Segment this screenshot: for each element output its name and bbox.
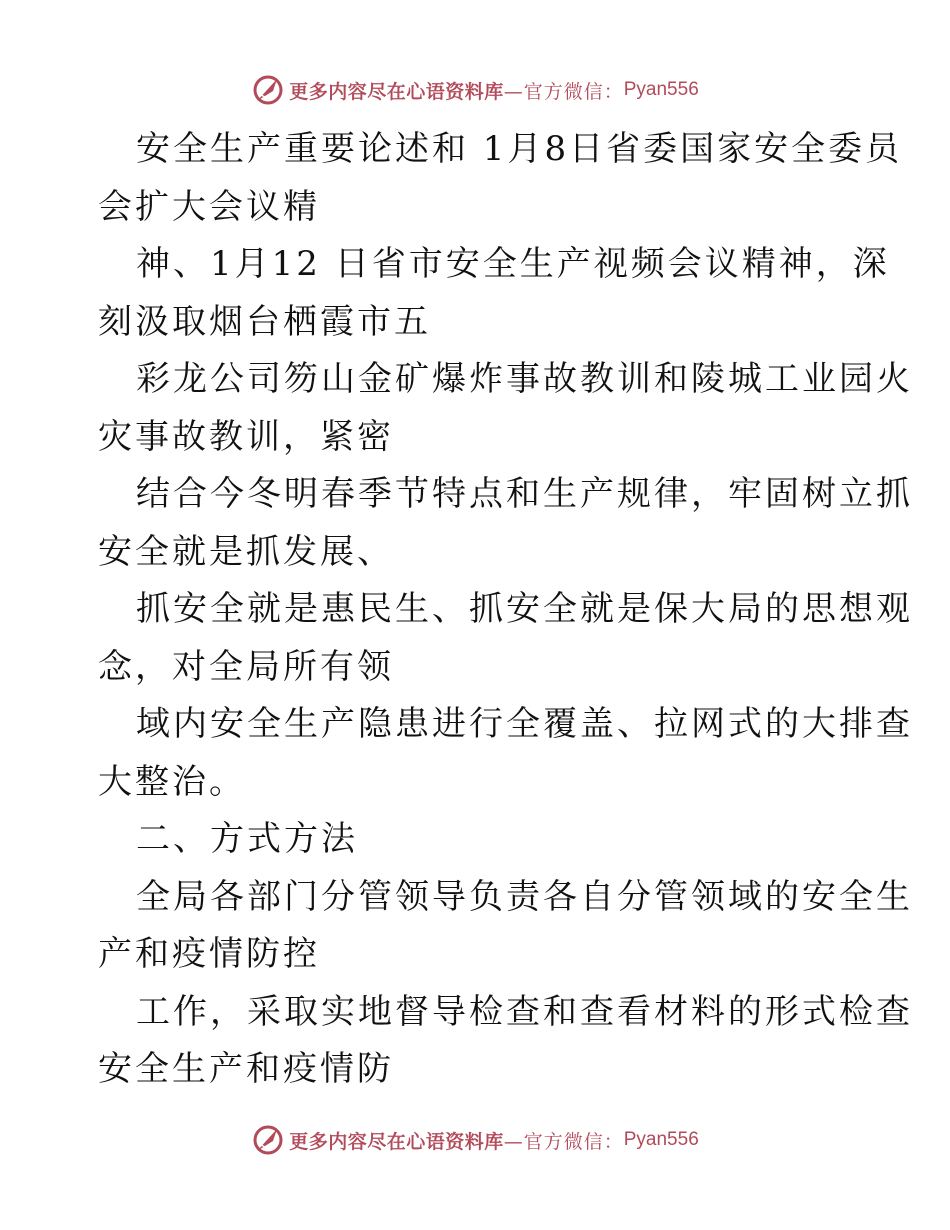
banner-sub-text: —官方微信： (503, 80, 624, 103)
footer-watermark-banner (0, 1120, 950, 1160)
quill-logo-icon (251, 1123, 285, 1157)
text-line: 域内安全生产隐患进行全覆盖、拉网式的大排查 (136, 704, 913, 744)
text-line: 念，对全局所有领 (98, 646, 394, 687)
text-line: 产和疫情防控 (98, 934, 320, 974)
banner-sub-text: —官方微信： (503, 1130, 624, 1153)
text-line: 神、1月12 日省市安全生产视频会议精神，深 (136, 244, 890, 284)
banner-wechat-id: Pyan556 (623, 79, 699, 100)
text-line: 彩龙公司笏山金矿爆炸事故教训和陵城工业园火 (136, 359, 913, 399)
text-line: 刻汲取烟台栖霞市五 (98, 301, 431, 342)
text-line: 安全就是抓发展、 (98, 531, 394, 572)
text-line: 安全生产和疫情防 (98, 1049, 394, 1089)
text-line: 大整治。 (98, 761, 246, 802)
text-line: 结合今冬明春季节特点和生产规律，牢固树立抓 (136, 474, 913, 514)
banner-main-text: 更多内容尽在心语资料库 (289, 1130, 504, 1153)
banner-wechat-id: Pyan556 (623, 1129, 699, 1150)
section-heading: 二、方式方法 (136, 819, 358, 859)
text-line: 全局各部门分管领导负责各自分管领域的安全生 (136, 876, 913, 917)
text-line: 抓安全就是惠民生、抓安全就是保大局的思想观 (136, 589, 913, 629)
text-line: 安全生产重要论述和 1月8日省委国家安全委员 (136, 129, 903, 169)
body-text (98, 121, 913, 1099)
text-line: 工作，采取实地督导检查和查看材料的形式检查 (136, 991, 913, 1032)
text-line: 灾事故教训，紧密 (98, 416, 394, 457)
text-line: 会扩大会议精 (98, 186, 320, 227)
banner-main-text: 更多内容尽在心语资料库 (289, 80, 504, 103)
quill-logo-icon (251, 73, 285, 107)
header-watermark-banner (0, 70, 950, 110)
